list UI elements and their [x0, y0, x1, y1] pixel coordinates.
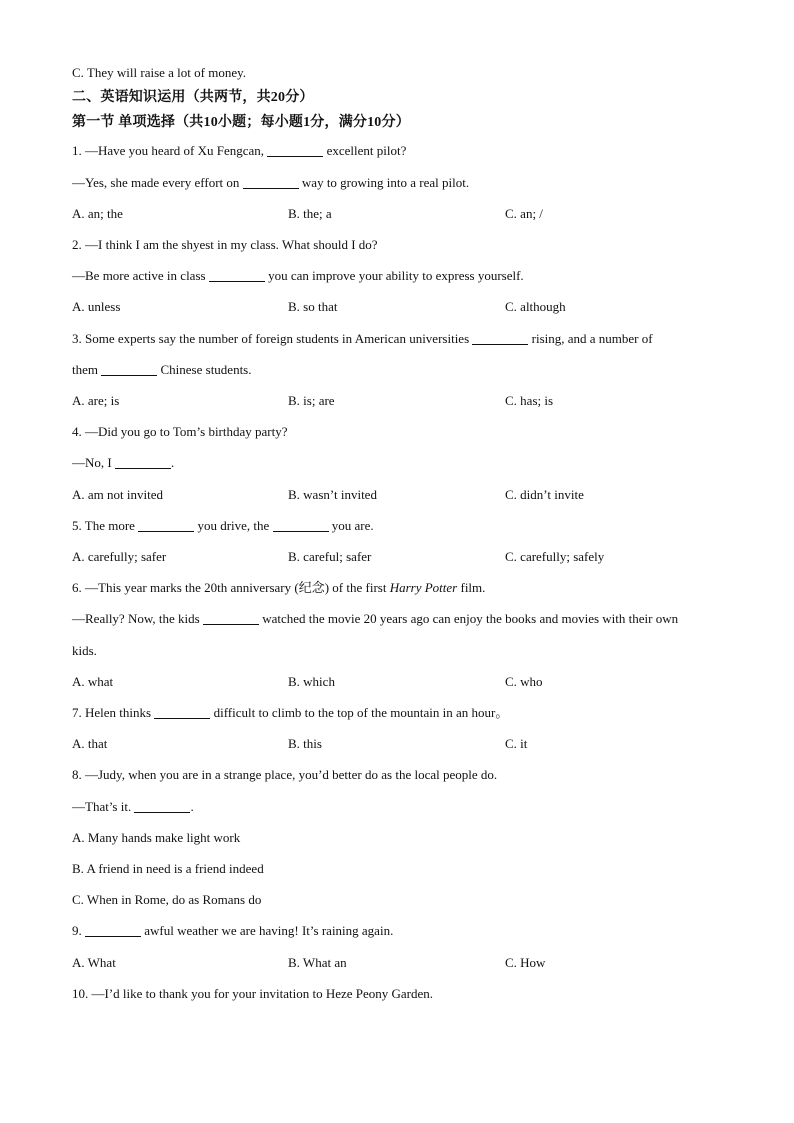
q6-option-b: B. which — [288, 674, 335, 689]
answer-blank — [101, 363, 157, 376]
answer-blank — [203, 612, 259, 625]
q5-option-c: C. carefully; safely — [505, 549, 605, 564]
q5-option-a: A. carefully; safer — [72, 549, 167, 564]
q4-option-c: C. didn’t invite — [505, 487, 584, 502]
q3-option-b: B. is; are — [288, 393, 335, 408]
question-8-stem: 8. —Judy, when you are in a strange place, you’d better do as the local people do. — [72, 767, 498, 782]
answer-blank — [267, 144, 323, 157]
q3-option-c: C. has; is — [505, 393, 554, 408]
answer-blank — [243, 176, 299, 189]
part-title: 第一节 单项选择（共10小题；每小题1分，满分10分） — [72, 115, 410, 130]
question-2-reply: —Be more active in class you can improve your ability to express yourself. — [72, 268, 524, 283]
q9-option-c: C. How — [505, 955, 546, 970]
answer-blank — [85, 924, 141, 937]
film-title: Harry Potter — [389, 580, 458, 595]
question-9-stem: 9. awful weather we are having! It’s raining again. — [72, 923, 394, 938]
q8-option-b: B. A friend in need is a friend indeed — [72, 861, 264, 876]
q1-option-b: B. the; a — [288, 206, 332, 221]
previous-option-c: C. They will raise a lot of money. — [72, 65, 247, 80]
q7-option-c: C. it — [505, 736, 528, 751]
question-4-reply: —No, I . — [72, 455, 175, 470]
answer-blank — [138, 519, 194, 532]
q9-option-b: B. What an — [288, 955, 347, 970]
q7-option-b: B. this — [288, 736, 322, 751]
question-5-stem: 5. The more you drive, the you are. — [72, 518, 374, 533]
q2-option-a: A. unless — [72, 299, 121, 314]
question-4-stem: 4. —Did you go to Tom’s birthday party? — [72, 424, 288, 439]
question-10-stem: 10. —I’d like to thank you for your invitation to Heze Peony Garden. — [72, 986, 434, 1001]
question-7-stem: 7. Helen thinks difficult to climb to the top of the mountain in an hour。 — [72, 705, 509, 720]
q6-option-c: C. who — [505, 674, 543, 689]
answer-blank — [154, 706, 210, 719]
question-8-reply: —That’s it. . — [72, 799, 194, 814]
question-1-stem: 1. —Have you heard of Xu Fengcan, excellent pilot? — [72, 143, 407, 158]
question-6-stem: 6. —This year marks the 20th anniversary (纪念) of the first Harry Potter film. — [72, 580, 486, 595]
q1-option-a: A. an; the — [72, 206, 123, 221]
q6-option-a: A. what — [72, 674, 114, 689]
q1-option-c: C. an; / — [505, 206, 543, 221]
q2-option-c: C. although — [505, 299, 566, 314]
q4-option-a: A. am not invited — [72, 487, 163, 502]
question-6-reply: —Really? Now, the kids watched the movie 20 years ago can enjoy the books and movies with their own — [72, 611, 679, 626]
q5-option-b: B. careful; safer — [288, 549, 372, 564]
answer-blank — [134, 800, 190, 813]
question-3-stem: 3. Some experts say the number of foreign students in American universities rising, and a number of — [72, 331, 653, 346]
question-6-reply-cont: kids. — [72, 643, 97, 658]
question-3-stem-cont: them Chinese students. — [72, 362, 252, 377]
answer-blank — [273, 519, 329, 532]
q3-option-a: A. are; is — [72, 393, 120, 408]
answer-blank — [115, 456, 171, 469]
q7-option-a: A. that — [72, 736, 108, 751]
question-1-reply: —Yes, she made every effort on way to growing into a real pilot. — [72, 175, 470, 190]
section-title: 二、英语知识运用（共两节，共20分） — [72, 90, 314, 105]
q8-option-a: A. Many hands make light work — [72, 830, 241, 845]
answer-blank — [209, 269, 265, 282]
q9-option-a: A. What — [72, 955, 116, 970]
q4-option-b: B. wasn’t invited — [288, 487, 377, 502]
question-2-stem: 2. —I think I am the shyest in my class. What should I do? — [72, 237, 378, 252]
q2-option-b: B. so that — [288, 299, 338, 314]
q8-option-c: C. When in Rome, do as Romans do — [72, 892, 262, 907]
answer-blank — [472, 332, 528, 345]
